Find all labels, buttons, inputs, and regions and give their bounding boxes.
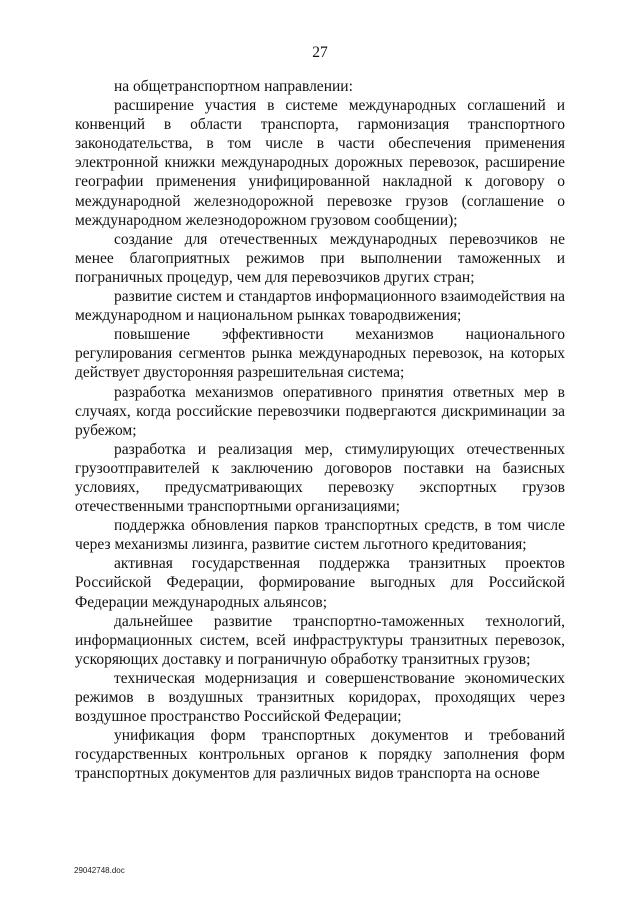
paragraph-item: расширение участия в системе международных соглашений и конвенций в области транспорта, гармонизация транспортного законодательства, в том числе в части обеспечения применения электронной книжки международных дорожных перевозок, расширение географии применения унифицированной накладной к договору о международной железнодорожной перевозке грузов (соглашение о международном железнодорожном грузовом сообщении); xyxy=(75,97,565,229)
footer-document-id: 29042748.doc xyxy=(74,866,125,875)
paragraph-item: создание для отечественных международных перевозчиков не менее благоприятных режимов при выполнении таможенных и пограничных процедур, чем для перевозчиков других стран; xyxy=(75,230,565,286)
paragraph-item: повышение эффективности механизмов национального регулирования сегментов рынка международных перевозок, на которых действует двусторонняя разрешительная система; xyxy=(75,326,565,382)
paragraph-item: унификация форм транспортных документов и требований государственных контрольных органов к порядку заполнения форм транспортных документов для различных видов транспорта на основе xyxy=(75,727,565,783)
page-number: 27 xyxy=(312,44,328,61)
paragraph-item: дальнейшее развитие транспортно-таможенных технологий, информационных систем, всей инфраструктуры транзитных перевозок, ускоряющих доставку и пограничную обработку транзитных грузов; xyxy=(75,612,565,668)
paragraph-item: разработка и реализация мер, стимулирующих отечественных грузоотправителей к заключению договоров поставки на базисных условиях, предусматривающих перевозку экспортных грузов отечественными транспортными организациями; xyxy=(75,440,565,516)
paragraph-item: разработка механизмов оперативного принятия ответных мер в случаях, когда российские перевозчики подвергаются дискриминации за рубежом; xyxy=(75,383,565,439)
paragraph-item: развитие систем и стандартов информационного взаимодействия на международном и национальном рынках товародвижения; xyxy=(75,288,565,325)
paragraph-item: поддержка обновления парков транспортных средств, в том числе через механизмы лизинга, развитие систем льготного кредитования; xyxy=(75,517,565,554)
paragraph-item: техническая модернизация и совершенствование экономических режимов в воздушных транзитных коридорах, проходящих через воздушное пространство Российской Федерации; xyxy=(75,669,565,726)
document-body xyxy=(75,77,565,783)
paragraph-intro: на общетранспортном направлении: xyxy=(114,78,353,95)
paragraph-item: активная государственная поддержка транзитных проектов Российской Федерации, формирование выгодных для Российской Федерации международных альянсов; xyxy=(75,555,565,611)
